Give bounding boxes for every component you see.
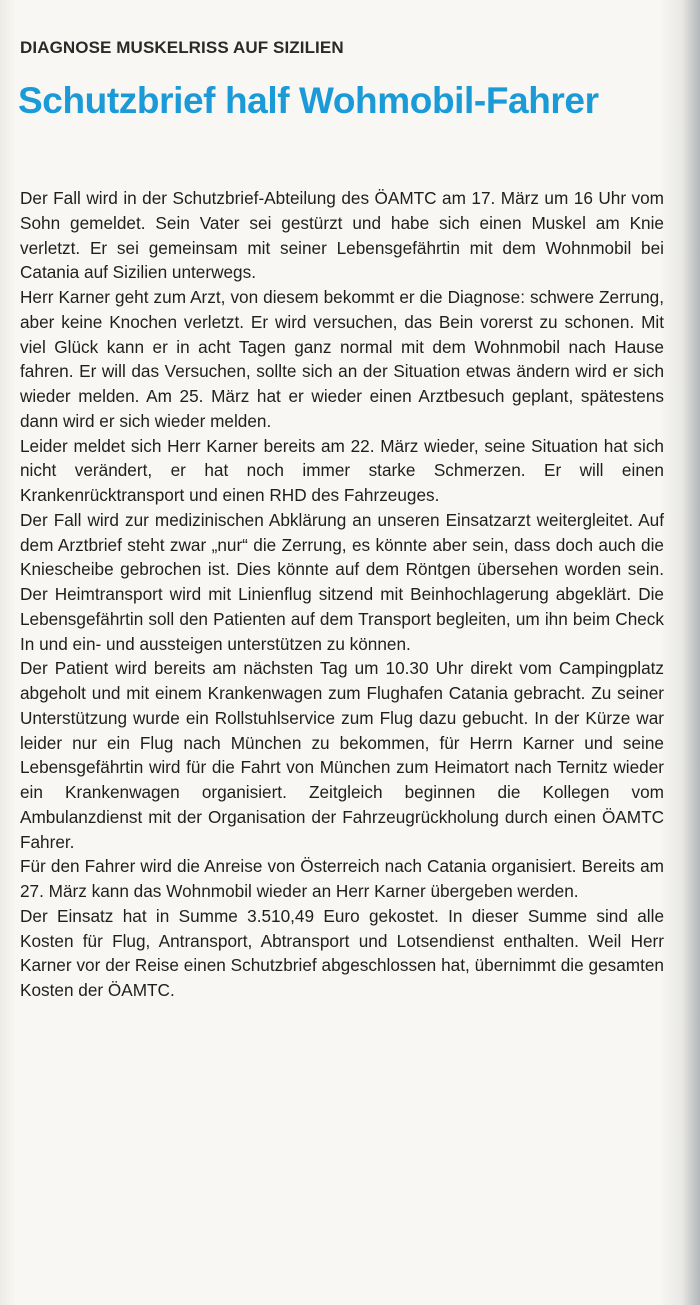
paragraph-vehicle-return: Für den Fahrer wird die Anreise von Österreich nach Catania organisiert. Bereits am 27. März kann das Wohnmobil wieder an Herr Karner übergeben werden.: [20, 856, 664, 901]
paragraph-report: Der Fall wird in der Schutzbrief-Abteilung des ÖAMTC am 17. März um 16 Uhr vom Sohn gemeldet. Sein Vater sei gestürzt und habe sich einen Muskel am Knie verletzt. Er sei gemeinsam mit seiner Lebensgefährtin mit dem Wohnmobil bei Catania auf Sizilien unterwegs.: [20, 188, 664, 283]
article-kicker: DIAGNOSE MUSKELRISS AUF SIZILIEN: [20, 38, 344, 57]
article-headline: Schutzbrief half Wohmobil-Fahrer: [18, 80, 599, 121]
paragraph-diagnosis: Herr Karner geht zum Arzt, von diesem bekommt er die Diagnose: schwere Zerrung, aber keine Knochen verletzt. Er wird versuchen, das Bein vorerst zu schonen. Mit viel Glück kann er in acht Tagen ganz normal mit dem Wohnmobil nach Hause fahren. Er will das Versuchen, sollte sich an der Situation etwas ändern wird er sich wieder melden. Am 25. März hat er wieder einen Arztbesuch geplant, spätestens dann wird er sich wieder melden.: [20, 287, 664, 431]
article-body: [20, 186, 664, 1003]
paragraph-transport: Der Patient wird bereits am nächsten Tag um 10.30 Uhr direkt vom Campingplatz abgeholt und mit einem Krankenwagen zum Flughafen Catania gebracht. Zu seiner Unterstützung wurde ein Rollstuhlservice zum Flug dazu gebucht. In der Kürze war leider nur ein Flug nach München zu bekommen, für Herrn Karner und seine Lebensgefährtin wird für die Fahrt von München zum Heimatort nach Ternitz wieder ein Krankenwagen organisiert. Zeitgleich beginnen die Kollegen vom Ambulanzdienst mit der Organisation der Fahrzeugrückholung durch einen ÖAMTC Fahrer.: [20, 658, 664, 852]
page-edge-shadow: [682, 0, 700, 1305]
paragraph-callback: Leider meldet sich Herr Karner bereits am 22. März wieder, seine Situation hat sich nicht verändert, er hat noch immer starke Schmerzen. Er will einen Krankenrücktransport und einen RHD des Fahrzeuges.: [20, 435, 664, 505]
paragraph-medical-review: Der Fall wird zur medizinischen Abklärung an unseren Einsatzarzt weitergleitet. Auf dem Arztbrief steht zwar „nur“ die Zerrung, es könnte aber sein, dass doch auch die Kniescheibe gebrochen ist. Dies könnte auf dem Röntgen übersehen worden sein. Der Heimtransport wird mit Linienflug sitzend mit Beinhochlagerung abgeklärt. Die Lebensgefährtin soll den Patienten auf dem Transport begleiten, um ihn beim Check In und ein- und aussteigen unterstützen zu können.: [20, 509, 664, 654]
paragraph-costs: Der Einsatz hat in Summe 3.510,49 Euro gekostet. In dieser Summe sind alle Kosten für Flug, Antransport, Abtransport und Lotsendienst enthalten. Weil Herr Karner vor der Reise einen Schutzbrief abgeschlossen hat, übernimmt die gesamten Kosten der ÖAMTC.: [20, 905, 664, 1000]
